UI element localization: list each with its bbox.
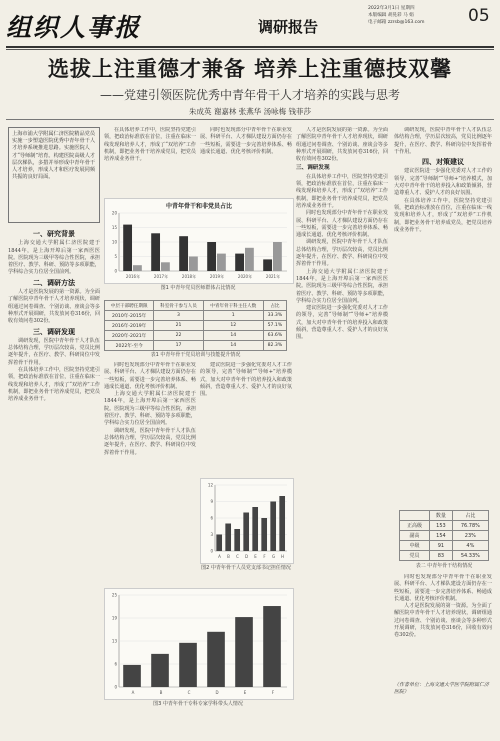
column-2-top — [104, 127, 196, 195]
body-paragraph: 调研发现，医院中青年骨干人才队伍总体结构合理，学历层次较高，党员比例逐年提升，在医疗、教学、科研岗位中发挥着骨干作用。 — [296, 239, 388, 268]
section-heading-suggestions: 四、对策建议 — [422, 158, 464, 167]
table-cell: 17 — [154, 341, 203, 351]
table-cell: 2020年-2021年 — [105, 331, 154, 341]
table-header-cell: 占比 — [263, 301, 286, 311]
body-paragraph: 同时也发现部分中青年骨干在职业发展、科研平台、人才梯队建设方面仍存在一些短板，需要进一步完善培养体系、畅通成长通道、优化考核评价机制。 — [200, 127, 292, 155]
y-tick-label: 6 — [114, 661, 117, 667]
bar — [243, 513, 249, 552]
x-tick-label: H — [280, 554, 285, 559]
body-paragraph: 上海交通大学附属仁济医院建于1844年，是上海开埠后第一家西医医院。医院现为三级甲等综合性医院，承担着医疗、教学、科研、预防等多项职能，学科综合实力位居全国前列。 — [296, 268, 388, 304]
x-tick-label: F — [271, 690, 275, 695]
body-paragraph: 在具体培养工作中，医院坚持党建引领，把政治标准放在首位，注重在临床一线发现和培养人才，形成了“双培养”工作机制，即把业务骨干培养成党员，把党员培养成业务骨干。 — [104, 127, 196, 163]
article-subheadline: ——党建引领医院优秀中青年骨干人才培养的实践与思考 — [99, 88, 400, 102]
body-paragraph: 在具体培养工作中，医院坚持党建引领，把政治标准放在首位，注重在临床一线发现和培养人才，形成了“双培养”工作机制，即把业务骨干培养成党员，把党员培养成业务骨干。 — [296, 173, 388, 209]
table-header-cell: 占比 — [452, 511, 488, 521]
table-row — [400, 551, 489, 561]
newspaper-logo: 组织人事报 — [6, 13, 142, 42]
table-cell: 154 — [430, 531, 453, 541]
x-tick-label: A — [218, 554, 221, 559]
bar — [263, 606, 281, 687]
column-5-bottom — [394, 574, 492, 680]
bar — [235, 617, 253, 687]
table-cell: 2016年-2019年 — [105, 321, 154, 331]
section-heading-methods: 二、调研方法 — [33, 278, 75, 287]
column-3-top — [200, 127, 292, 195]
table-header-cell: 科室骨干参与人员 — [154, 301, 203, 311]
body-paragraph: 调研发现，医院中青年骨干人才队伍总体结构合理，学历层次较高，党员比例逐年提升，在医疗、教学、科研岗位中发挥着骨干作用。 — [394, 127, 492, 155]
y-tick-label: 10 — [111, 239, 117, 245]
abstract-box: 上海市浦大学附属仁济医院精品党员实施一步塑造医院优秀中青年骨干人才培养系统推进思路。实施医院人才“导师制”培育。构建医院高级人才层次梯队，多措并举形成中青年骨干人才培养，形成人才和医疗发展同频共振的良好局面。 — [8, 127, 100, 223]
y-tick-label: 15 — [111, 225, 117, 230]
table-cell: 4% — [452, 541, 488, 551]
x-tick-label: G — [271, 554, 276, 559]
chart-title: 中青年骨干和非党员占比 — [165, 203, 233, 210]
table-cell: 副高 — [400, 531, 430, 541]
table-2-caption: 表二 中青年骨干结构情况 — [415, 563, 473, 569]
x-tick-label: E — [243, 690, 247, 695]
x-tick-label: 2020年 — [237, 274, 253, 279]
table-cell: 2022年-至今 — [105, 341, 154, 351]
bar — [261, 518, 267, 551]
bar — [235, 254, 244, 271]
bar — [216, 535, 222, 552]
x-tick-label: D — [244, 554, 249, 559]
table-cell: 57.1% — [263, 321, 286, 331]
table-cell: 82.3% — [263, 341, 286, 351]
x-tick-label: A — [131, 690, 135, 695]
table-cell: 中级 — [400, 541, 430, 551]
bar — [252, 507, 258, 551]
table-1-caption: 表1 中青年骨干党员培训与技能提升情况 — [150, 352, 241, 358]
x-tick-label: 2018年 — [181, 274, 197, 279]
y-tick-label: 0 — [114, 268, 117, 274]
table-cell: 2010年-2015年 — [105, 311, 154, 321]
body-paragraph: 同时也发现部分中青年骨干在职业发展、科研平台、人才梯队建设方面仍存在一些短板，需要进一步完善培养体系、畅通成长通道、优化考核评价机制。 — [104, 362, 196, 390]
article-headline: 选拔上注重德才兼备 培养上注重德技双馨 — [47, 57, 453, 81]
table-row — [400, 541, 489, 551]
editor-line: 本版编辑 胡晃彩 马 娟 — [368, 13, 414, 19]
bar — [207, 242, 216, 271]
bar — [270, 502, 276, 552]
x-tick-label: B — [159, 690, 163, 695]
table-cell: 23% — [452, 531, 488, 541]
column-3-middle — [200, 362, 292, 472]
figure-2-svg — [201, 479, 293, 563]
body-paragraph: 同时也发现部分中青年骨干在职业发展、科研平台、人才梯队建设方面仍存在一些短板，需要进一步完善培养体系、畅通成长通道、优化考核评价机制。 — [296, 210, 388, 239]
table-cell: 党员 — [400, 551, 430, 561]
body-paragraph: 调研发现，医院中青年骨干人才队伍总体结构合理，学历层次较高，党员比例逐年提升，在医疗、教学、科研岗位中发挥着骨干作用。 — [8, 337, 100, 366]
table-cell: 76.78% — [452, 521, 488, 531]
table-header-cell: 中青年骨干科主任人数 — [203, 301, 263, 311]
y-tick-label: 5 — [114, 254, 117, 259]
bar — [225, 524, 231, 552]
x-tick-label: 2019年 — [209, 274, 225, 279]
y-tick-label: 6 — [210, 515, 213, 521]
body-paragraph: 同时也发现部分中青年骨干在职业发展、科研平台、人才梯队建设方面仍存在一些短板，需要进一步完善培养体系、畅通成长通道、优化考核评价机制。 — [394, 574, 492, 602]
table-row — [400, 521, 489, 531]
author-affiliation: （作者单位：上海交通大学医学院附属仁济医院） — [394, 682, 490, 695]
y-tick-label: 25 — [111, 592, 117, 598]
table-header-cell: 数量 — [430, 511, 453, 521]
table-cell: 54.33% — [452, 551, 488, 561]
column-4 — [296, 127, 388, 732]
email-line: 电子邮箱 zzrsb@163.com — [368, 20, 425, 26]
figure-1-chart — [104, 198, 294, 284]
subsection-heading: 三、调研发现 — [296, 165, 330, 172]
x-tick-label: 2016年 — [125, 274, 141, 279]
body-paragraph: 建议医院进一步强化党委对人才工作的领导，完善“导师制”“导师+”培养模式，加大对中青年骨干的培养投入和政策倾斜，营造尊重人才、爱护人才的良好氛围。 — [296, 305, 388, 341]
section-title: 调研报告 — [258, 18, 319, 36]
table-cell: 12 — [203, 321, 263, 331]
article-authors: 朱成英 谢嘉林 张燕华 汤咏梅 钱菲莎 — [188, 107, 312, 116]
bar — [161, 262, 170, 271]
x-tick-label: D — [215, 690, 219, 695]
y-tick-label: 12 — [207, 482, 213, 488]
table-cell: 14 — [203, 331, 263, 341]
table-1 — [104, 300, 287, 351]
table-cell: 91 — [430, 541, 453, 551]
figure-2-chart — [200, 478, 294, 564]
y-tick-label: 20 — [111, 210, 117, 216]
column-1 — [8, 228, 100, 733]
table-header-row — [400, 511, 489, 521]
figure-2-caption: 图2 中青年骨干人员党支部书记担任情况 — [201, 565, 291, 571]
y-tick-label: 9 — [210, 499, 213, 504]
bar — [123, 665, 141, 687]
x-tick-label: B — [227, 554, 230, 559]
figure-3-caption: 图3 中青年骨干专科专家学科带头人情况 — [153, 701, 243, 707]
table-cell: 1 — [203, 311, 263, 321]
y-tick-label: 13 — [111, 638, 117, 644]
x-tick-label: F — [263, 554, 266, 559]
x-tick-label: C — [187, 690, 191, 695]
column-5 — [394, 127, 492, 505]
figure-1-caption: 图1 中青年党员医师群体占比情况 — [160, 285, 236, 291]
bar — [207, 632, 225, 687]
page-number: 05 — [468, 6, 490, 26]
table-row — [105, 321, 287, 331]
y-tick-label: 0 — [210, 548, 213, 554]
masthead-rule-thin — [6, 49, 494, 50]
table-cell: 14 — [203, 341, 263, 351]
bar — [217, 254, 226, 271]
masthead — [0, 0, 500, 46]
x-tick-label: 2017年 — [153, 274, 169, 279]
masthead-rule — [6, 46, 494, 48]
section-heading-findings: 三、调研发现 — [33, 327, 75, 336]
body-paragraph: 人才是医院发展的第一资源。为全面了解医院中青年骨干人才培养现状，调研组通过问卷调查、个别访谈、座谈会等多种形式开展调研，共发放问卷316份，回收有效问卷302份。 — [296, 127, 388, 163]
bar — [263, 259, 272, 271]
table-2 — [399, 510, 489, 561]
figure-1-svg — [105, 199, 293, 283]
y-tick-label: 19 — [111, 615, 117, 621]
table-cell: 3 — [154, 311, 203, 321]
table-header-cell: 中层干部聘任期限 — [105, 301, 154, 311]
headline-rule — [6, 119, 494, 120]
masthead-info — [368, 5, 425, 27]
bar — [179, 236, 188, 271]
bar — [279, 496, 285, 551]
x-tick-label: C — [236, 554, 239, 559]
bar — [151, 654, 169, 687]
y-tick-label: 0 — [114, 684, 117, 690]
table-row — [105, 341, 287, 351]
body-paragraph: 上海交通大学附属仁济医院建于1844年，是上海开埠后第一家西医医院。医院现为三级甲等综合性医院，承担着医疗、教学、科研、预防等多项职能，学科综合实力位居全国前列。 — [8, 240, 100, 276]
table-row — [400, 531, 489, 541]
bar — [234, 529, 240, 551]
table-header-row — [105, 301, 287, 311]
bar — [151, 233, 160, 271]
body-paragraph: 在具体培养工作中，医院坚持党建引领，把政治标准放在首位，注重在临床一线发现和培养人才，形成了“双培养”工作机制，即把业务骨干培养成党员，把党员培养成业务骨干。 — [394, 197, 492, 233]
bar — [123, 225, 132, 271]
table-header-cell — [400, 511, 430, 521]
bar — [133, 265, 142, 271]
x-tick-label: 2021年 — [265, 274, 281, 279]
table-row — [105, 331, 287, 341]
body-paragraph: 建议医院进一步强化党委对人才工作的领导，完善“导师制”“导师+”培养模式，加大对中青年骨干的培养投入和政策倾斜，营造尊重人才、爱护人才的良好氛围。 — [200, 362, 292, 398]
body-paragraph: 人才是医院发展的第一资源。为全面了解医院中青年骨干人才培养现状，调研组通过问卷调查、个别访谈、座谈会等多种形式开展调研，共发放问卷316份，回收有效问卷302份。 — [394, 603, 492, 639]
table-cell: 正高级 — [400, 521, 430, 531]
body-paragraph: 建议医院进一步强化党委对人才工作的领导，完善“导师制”“导师+”培养模式，加大对中青年骨干的培养投入和政策倾斜，营造尊重人才、爱护人才的良好氛围。 — [394, 168, 492, 197]
figure-3-svg — [105, 589, 293, 699]
body-paragraph: 调研发现，医院中青年骨干人才队伍总体结构合理，学历层次较高，党员比例逐年提升，在医疗、教学、科研岗位中发挥着骨干作用。 — [104, 427, 196, 456]
table-cell: 83 — [430, 551, 453, 561]
figure-3-chart — [104, 588, 294, 700]
bar — [179, 643, 197, 687]
y-tick-label: 3 — [210, 532, 213, 537]
table-cell: 22 — [154, 331, 203, 341]
body-paragraph: 上海交通大学附属仁济医院建于1844年，是上海开埠后第一家西医医院。医院现为三级甲等综合性医院，承担着医疗、教学、科研、预防等多项职能，学科综合实力位居全国前列。 — [104, 391, 196, 427]
table-row — [105, 311, 287, 321]
bar — [273, 242, 282, 271]
bar — [245, 248, 254, 271]
table-cell: 63.6% — [263, 331, 286, 341]
section-heading-background: 一、研究背景 — [33, 230, 75, 238]
body-paragraph: 人才是医院发展的第一资源。为全面了解医院中青年骨干人才培养现状，调研组通过问卷调查、个别访谈、座谈会等多种形式开展调研，共发放问卷316份，回收有效问卷302份。 — [8, 289, 100, 325]
x-tick-label: E — [254, 554, 257, 559]
table-cell: 153 — [430, 521, 453, 531]
table-cell: 33.3% — [263, 311, 286, 321]
issue-date: 2022年3月1日 星期四 — [368, 6, 415, 11]
bar — [189, 257, 198, 272]
body-paragraph: 在具体培养工作中，医院坚持党建引领，把政治标准放在首位，注重在临床一线发现和培养人才，形成了“双培养”工作机制，即把业务骨干培养成党员，把党员培养成业务骨干。 — [8, 367, 100, 403]
table-cell: 21 — [154, 321, 203, 331]
